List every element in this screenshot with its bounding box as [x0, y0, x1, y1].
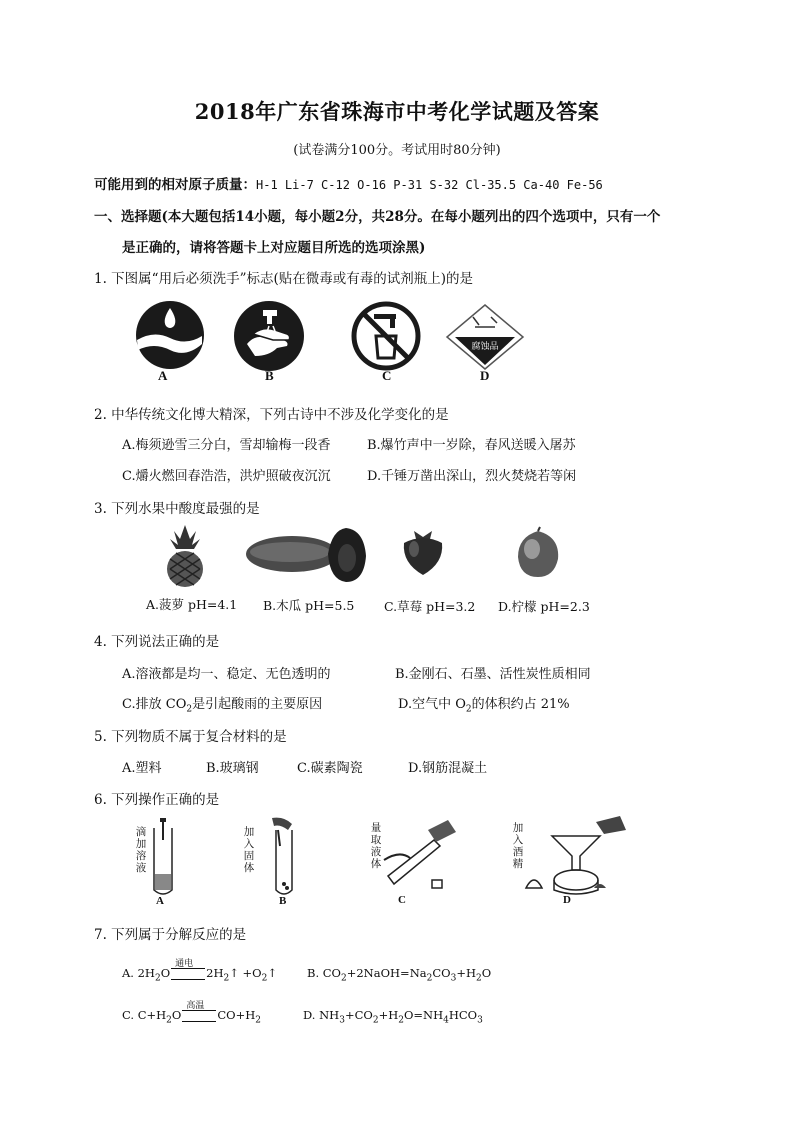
q7a-condition: 通电 — [175, 959, 194, 969]
q2-option-b: B.爆竹声中一岁除，春风送暖入屠苏 — [367, 438, 576, 453]
atomic-masses — [94, 173, 603, 193]
question-2-stem: 2. 中华传统文化博大精深，下列古诗中不涉及化学变化的是 — [94, 407, 449, 423]
question-1-stem: 1. 下图属“用后必须洗手”标志(贴在微毒或有毒的试剂瓶上)的是 — [94, 271, 474, 287]
question-3-stem: 3. 下列水果中酸度最强的是 — [94, 501, 260, 517]
q7d-d: O=NH — [403, 1008, 444, 1022]
q7-option-b — [307, 966, 491, 983]
q7d-sub5: 3 — [477, 1015, 483, 1026]
q7d-sub2: 2 — [372, 1015, 379, 1026]
q6-option-d: D — [563, 894, 571, 906]
q7c-reaction-arrow — [182, 1001, 216, 1022]
q7d-b: +CO — [344, 1008, 373, 1022]
q3-option-a: A.菠萝 pH=4.1 — [146, 597, 238, 612]
question-7-stem: 7. 下列属于分解反应的是 — [94, 927, 247, 943]
q7b-d: +H — [456, 966, 476, 980]
pineapple-image — [160, 525, 210, 587]
q7a-sub2: 2 — [223, 973, 230, 984]
q7-option-c — [122, 1001, 261, 1026]
q4-option-c-part2: 是引起酸雨的主要原因 — [192, 697, 323, 712]
q2-option-a: A.梅须逊雪三分白，雪却输梅一段香 — [122, 438, 331, 453]
q7c-rhs: CO+H — [217, 1008, 256, 1022]
q7b-c: CO — [432, 966, 451, 980]
q7b-sub4: 2 — [476, 973, 482, 984]
sign-a-icon — [134, 300, 206, 372]
q7a-sub1: 2 — [154, 973, 161, 984]
q4-option-a: A.溶液都是均一、稳定、无色透明的 — [122, 667, 331, 682]
q7a-reaction-arrow — [171, 959, 205, 980]
q7d-a: D. NH — [303, 1008, 340, 1022]
q6-label-c: 量取液体 — [370, 822, 382, 870]
q4-option-c-part1: C.排放 CO — [122, 697, 187, 712]
sign-c-no-drinking-icon — [350, 300, 422, 372]
q7c-sub2: 2 — [255, 1015, 261, 1026]
sign-d-label: 腐蚀品 — [471, 342, 499, 352]
q1-option-d: D — [480, 368, 490, 383]
q6-option-a: A — [156, 895, 164, 907]
page-title: 2018年广东省珠海市中考化学试题及答案 — [194, 99, 600, 124]
q4-option-c — [122, 693, 322, 715]
question-6-stem: 6. 下列操作正确的是 — [94, 792, 220, 808]
q7-option-a — [122, 959, 277, 984]
q7c-sub1: 2 — [166, 1015, 172, 1026]
q5-option-a: A.塑料 — [122, 761, 162, 776]
lemon-image — [516, 529, 560, 579]
q7b-sub2: 2 — [426, 973, 433, 984]
q6-label-b: 加入固体 — [243, 826, 255, 874]
section-heading-line1: 一、选择题(本大题包括14小题，每小题2分，共28分。在每小题列出的四个选项中，只有一个 — [94, 209, 661, 225]
strawberry-image — [400, 527, 446, 577]
q1-option-a: A — [158, 368, 168, 383]
q7c-lhs2: O — [171, 1008, 182, 1022]
q4-option-d-part1: D.空气中 O — [398, 697, 466, 712]
q7b-b: +2NaOH=Na — [346, 966, 427, 980]
q7a-rhs2: ↑ +O — [229, 966, 262, 980]
sign-b-wash-hands-icon — [233, 300, 305, 372]
q7d-sub1: 3 — [339, 1015, 345, 1026]
papaya-image — [246, 526, 368, 584]
q7b-e: O — [481, 966, 492, 980]
q6-label-d: 加入酒精 — [512, 822, 524, 870]
q7c-condition: 高温 — [186, 1001, 205, 1011]
q7-option-d — [303, 1008, 483, 1025]
q7a-sub3: 2 — [261, 973, 268, 984]
q3-option-d: D.柠檬 pH=2.3 — [498, 599, 590, 614]
measuring-cylinder-diagram — [382, 820, 464, 894]
q4-option-b: B.金刚石、石墨、活性炭性质相同 — [395, 667, 591, 682]
dropper-test-tube-diagram — [150, 818, 176, 898]
q7d-sub3: 2 — [398, 1015, 404, 1026]
q1-option-c: C — [382, 368, 392, 383]
section-heading-line2: 是正确的，请将答题卡上对应题目所选的选项涂黑) — [122, 240, 426, 256]
q6-label-a: 滴加溶液 — [135, 826, 147, 874]
q7b-a: B. CO — [307, 966, 341, 980]
question-5-stem: 5. 下列物质不属于复合材料的是 — [94, 729, 287, 745]
q7a-lhs2: O — [160, 966, 171, 980]
q7c-lhs: C. C+H — [122, 1008, 167, 1022]
q3-option-b: B.木瓜 pH=5.5 — [263, 598, 355, 613]
q7b-sub3: 3 — [450, 973, 457, 984]
q4-c-subscript: 2 — [186, 704, 193, 715]
q5-option-b: B.玻璃钢 — [206, 761, 259, 776]
q4-d-subscript: 2 — [465, 704, 472, 715]
sign-d-corrosive-icon — [445, 303, 525, 371]
atomic-masses-label: 可能用到的相对原子质量： — [94, 177, 256, 193]
q2-option-d: D.千锤万凿出深山，烈火焚烧若等闲 — [367, 469, 577, 484]
q5-option-c: C.碳素陶瓷 — [297, 761, 363, 776]
q7a-lhs: A. 2H — [122, 966, 155, 980]
q3-option-c: C.草莓 pH=3.2 — [384, 599, 476, 614]
adding-solid-diagram — [262, 816, 302, 898]
q4-option-d — [398, 693, 570, 715]
atomic-masses-values: H-1 Li-7 C-12 O-16 P-31 S-32 Cl-35.5 Ca-40 Fe-56 — [256, 178, 603, 192]
q6-option-b: B — [279, 895, 287, 907]
q4-option-d-part2: 的体积约占 21% — [471, 697, 570, 712]
question-4-stem: 4. 下列说法正确的是 — [94, 634, 220, 650]
q7d-c: +H — [378, 1008, 399, 1022]
q5-option-d: D.钢筋混凝土 — [408, 761, 488, 776]
q7d-e: HCO — [448, 1008, 478, 1022]
q7b-sub1: 2 — [341, 973, 347, 984]
q7a-rhs3: ↑ — [267, 966, 277, 980]
q2-option-c: C.爝火燃回春浩浩，洪炉照破夜沉沉 — [122, 469, 331, 484]
exam-info: (试卷满分100分。考试用时80分钟) — [293, 143, 501, 158]
q7d-sub4: 4 — [443, 1015, 449, 1026]
alcohol-lamp-funnel-diagram — [526, 816, 630, 896]
q6-option-c: C — [398, 894, 406, 906]
q1-option-b: B — [265, 368, 274, 383]
q7a-rhs: 2H — [206, 966, 224, 980]
